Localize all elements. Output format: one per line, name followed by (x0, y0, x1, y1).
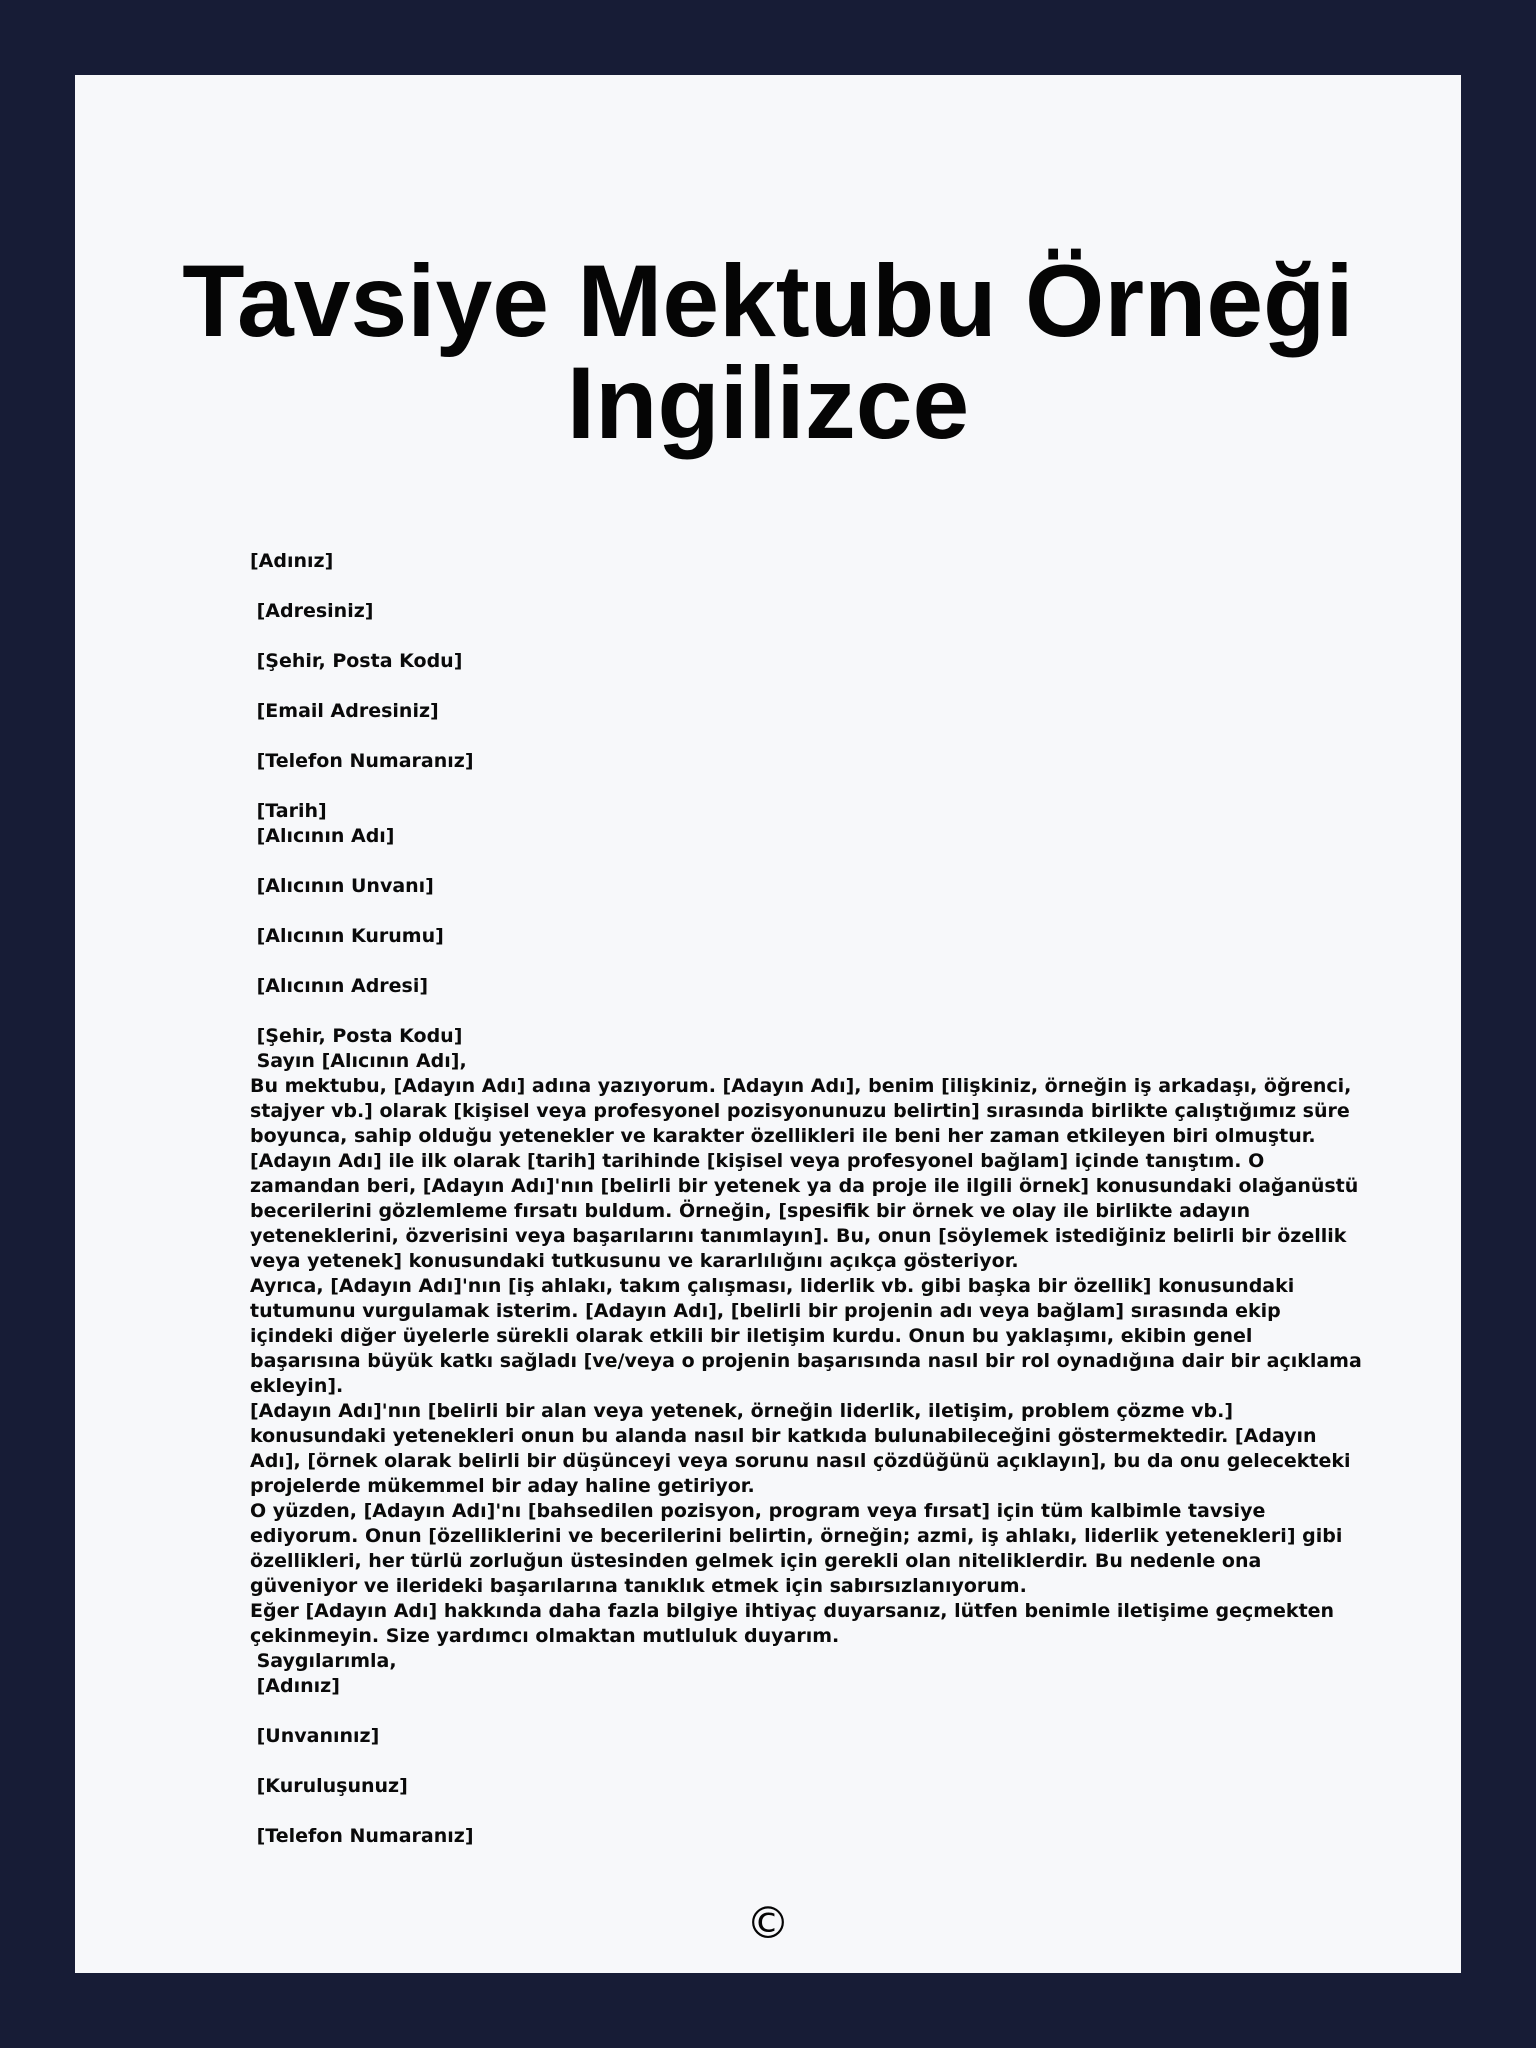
sender-email: [Email Adresiniz] (250, 700, 439, 722)
document-page (75, 75, 1461, 1973)
recipient-name: [Alıcının Adı] (250, 825, 395, 847)
page-title-line2: Ingilizce (566, 346, 970, 460)
signature-name: [Adınız] (250, 1675, 340, 1697)
sender-address: [Adresiniz] (250, 600, 374, 622)
letter-body (250, 549, 1365, 1849)
paragraph-recommendation: O yüzden, [Adayın Adı]'nı [bahsedilen pozisyon, program veya fırsat] için tüm kalbimle tavsiye ediyorum. Onun [özelliklerini ve becerilerini belirtin, örneğin; azmi, iş ahlakı, liderlik yetenekleri] gibi özellikleri, her türlü zorluğun üstesinden gelmek için gerekli olan niteliklerdir. Bu nedenle ona güveniyor ve ilerideki başarılarına tanıklık etmek için sabırsızlanıyorum. (250, 1500, 1343, 1597)
signature-block (250, 1674, 1365, 1849)
paragraph-first-meeting: [Adayın Adı] ile ilk olarak [tarih] tarihinde [kişisel veya profesyonel bağlam] içinde tanıştım. O zamandan beri, [Adayın Adı]'nın [belirli bir yetenek ya da proje ile ilgili örnek] konusundaki olağanüstü becerilerini gözlemleme fırsatı buldum. Örneğin, [spesifik bir örnek ve olay ile birlikte adayın yeteneklerini, özverisini veya başarılarını tanımlayın]. Bu, onun [söylemek istediğiniz belirli bir özellik veya yetenek] konusundaki tutkusunu ve kararlılığını açıkça gösteriyor. (250, 1150, 1359, 1272)
recipient-block (250, 824, 1365, 1049)
salutation: Sayın [Alıcının Adı], (250, 1050, 467, 1072)
sender-phone: [Telefon Numaranız] (250, 750, 474, 772)
recipient-city-zip: [Şehir, Posta Kodu] (250, 1025, 463, 1047)
letter-paragraphs (250, 1074, 1365, 1649)
paragraph-introduction: Bu mektubu, [Adayın Adı] adına yazıyorum. [Adayın Adı], benim [ilişkiniz, örneğin iş arkadaşı, öğrenci, stajyer vb.] olarak [kişisel veya profesyonel pozisyonunuzu belirtin] sırasında birlikte çalıştığımız süre boyunca, sahip olduğu yetenekler ve karakter özellikleri ile beni her zaman etkileyen biri olmuştur. (250, 1075, 1352, 1147)
paragraph-contact-offer: Eğer [Adayın Adı] hakkında daha fazla bilgiye ihtiyaç duyarsanız, lütfen benimle iletişime geçmekten çekinmeyin. Size yardımcı olmaktan mutluluk duyarım. (250, 1600, 1335, 1647)
copyright-icon: © (746, 1898, 790, 1949)
recipient-organization: [Alıcının Kurumu] (250, 925, 444, 947)
signature-phone: [Telefon Numaranız] (250, 1825, 474, 1847)
recipient-title: [Alıcının Unvanı] (250, 875, 434, 897)
signature-organization: [Kuruluşunuz] (250, 1775, 408, 1797)
sender-block (250, 549, 1365, 824)
closing: Saygılarımla, (250, 1650, 397, 1672)
page-title-line1: Tavsiye Mektubu Örneği (182, 244, 1354, 358)
paragraph-additional-qualities: Ayrıca, [Adayın Adı]'nın [iş ahlakı, takım çalışması, liderlik vb. gibi başka bir özellik] konusundaki tutumunu vurgulamak isterim. [Adayın Adı], [belirli bir projenin adı veya bağlam] sırasında ekip içindeki diğer üyelerle sürekli olarak etkili bir iletişim kurdu. Onun bu yaklaşımı, ekibin genel başarısına büyük katkı sağladı [ve/veya o projenin başarısında nasıl bir rol oynadığına dair bir açıklama ekleyin]. (250, 1275, 1362, 1397)
page-title (75, 244, 1461, 460)
sender-name: [Adınız] (250, 550, 334, 572)
sender-city-zip: [Şehir, Posta Kodu] (250, 650, 463, 672)
paragraph-skills: [Adayın Adı]'nın [belirli bir alan veya yetenek, örneğin liderlik, iletişim, problem çözme vb.] konusundaki yetenekleri onun bu alanda nasıl bir katkıda bulunabileceğini göstermektedir. [Adayın Adı], [örnek olarak belirli bir düşünceyi veya sorunu nasıl çözdüğünü açıklayın], bu da onu gelecekteki projelerde mükemmel bir aday haline getiriyor. (250, 1400, 1351, 1497)
recipient-address: [Alıcının Adresi] (250, 975, 429, 997)
letter-date: [Tarih] (250, 800, 327, 822)
signature-title: [Unvanınız] (250, 1725, 380, 1747)
